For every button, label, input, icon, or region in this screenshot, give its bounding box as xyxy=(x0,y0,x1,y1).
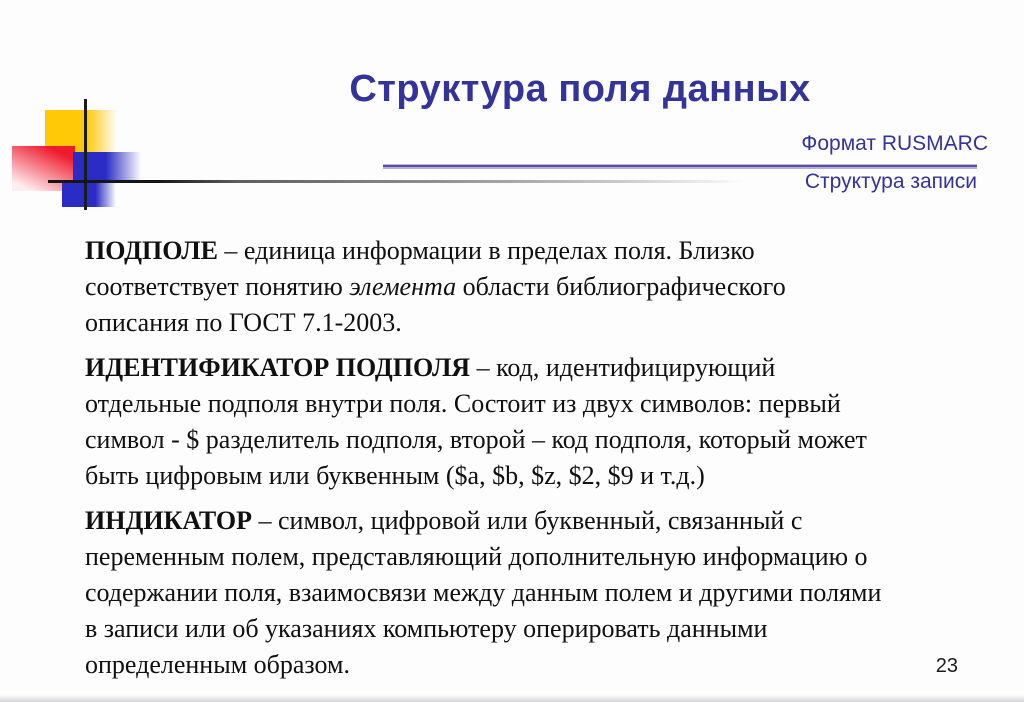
purple-divider xyxy=(383,164,977,169)
paragraph: ИНДИКАТОР – символ, цифровой или буквенный, связанный с переменным полем, представляющий дополнительную информацию о содержании поля, взаимосвязи между данным полем и другими полями в записи или об указаниях компьютеру оперировать данными определенным образом. xyxy=(85,506,882,679)
subtitle-format: Формат RUSMARC xyxy=(801,132,988,155)
paragraph: ПОДПОЛЕ – единица информации в пределах поля. Близко соответствует понятию элемента области библиографического описания по ГОСТ 7.1-2003. xyxy=(85,236,786,337)
bottom-edge-shadow xyxy=(0,695,1024,702)
blue-square-tail-icon xyxy=(62,183,116,207)
subtitle-record-structure: Структура записи xyxy=(804,170,977,193)
paragraph: ИДЕНТИФИКАТОР ПОДПОЛЯ – код, идентифицирующий отдельные подполя внутри поля. Состоит из двух символов: первый символ - $ разделитель подполя, второй – код подполя, который может быть цифровым или буквенным ($a, $b, $z, $2, $9 и т.д.) xyxy=(85,353,867,490)
body-text xyxy=(85,233,965,692)
horizontal-rule xyxy=(48,180,750,183)
ornament-vertical-line xyxy=(84,99,87,210)
slide-title: Структура поля данных xyxy=(349,68,811,110)
page-number: 23 xyxy=(935,655,958,677)
